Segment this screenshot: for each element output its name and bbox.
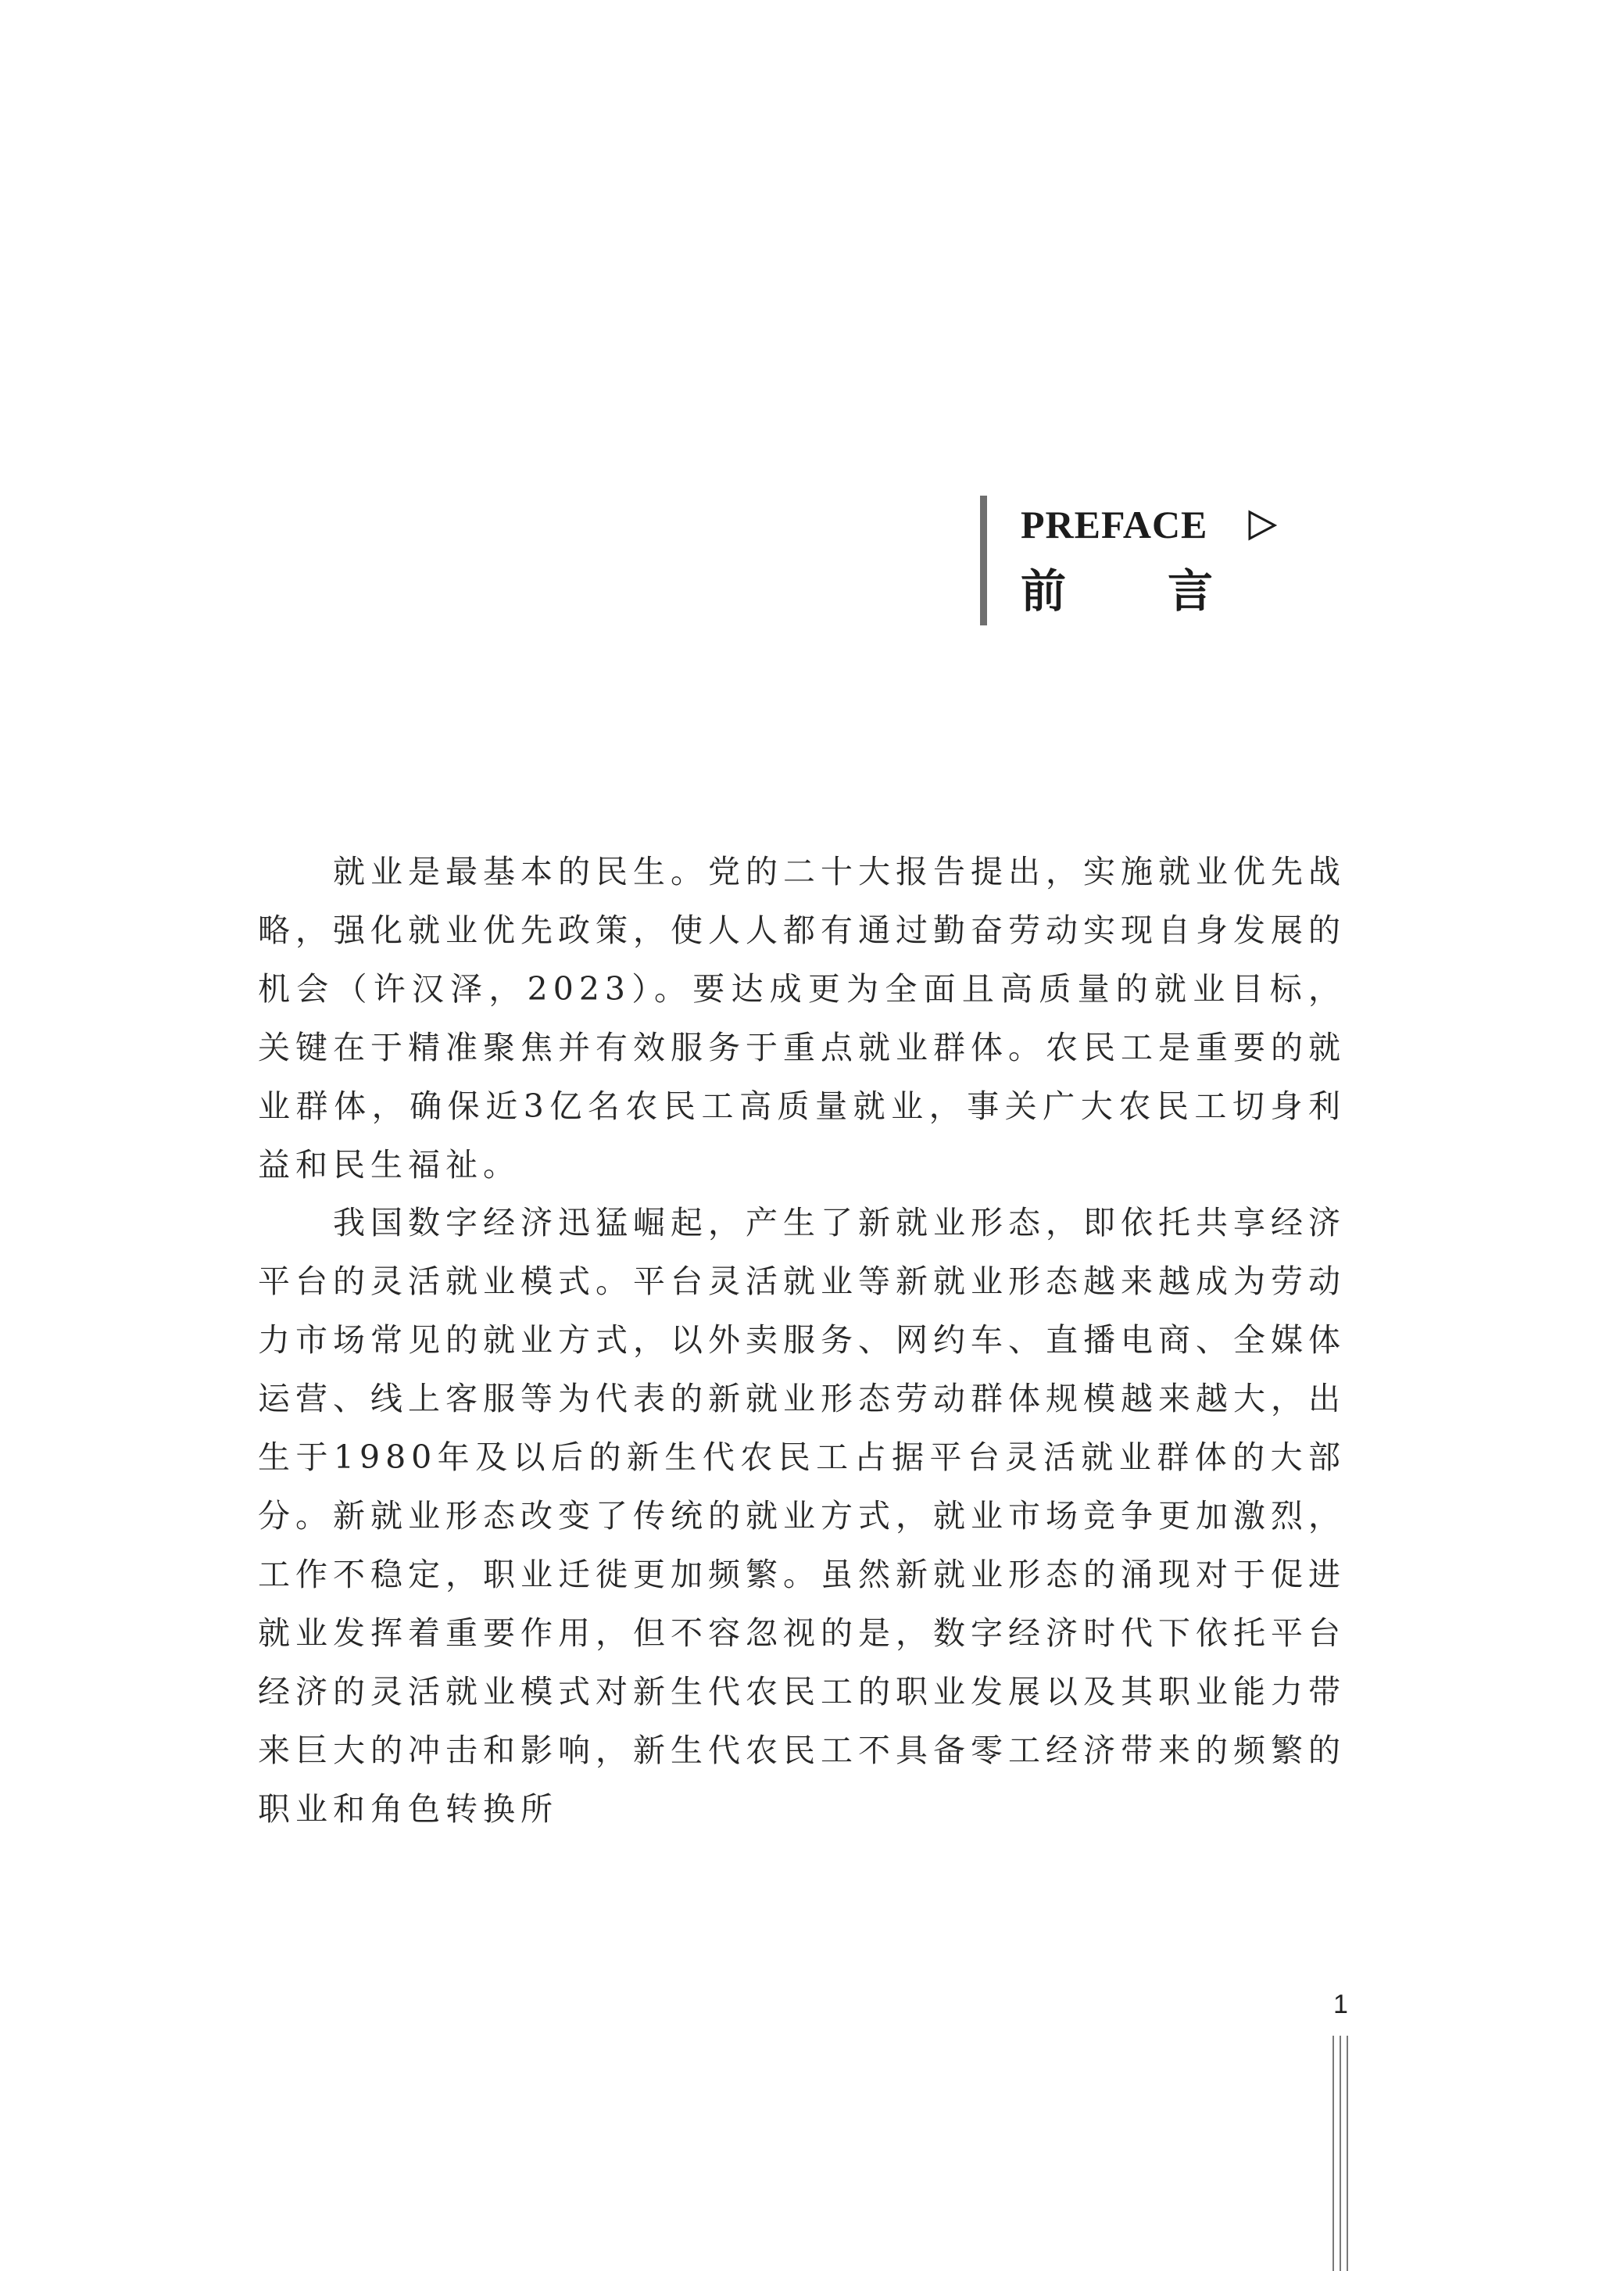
folio-lines — [1329, 2036, 1352, 2271]
body-text — [258, 843, 1346, 1838]
page-number: 1 — [1333, 1990, 1348, 2019]
heading-bar — [980, 496, 987, 625]
triangle-right-outline-icon — [1247, 510, 1277, 541]
paragraph: 就业是最基本的民生。党的二十大报告提出，实施就业优先战略，强化就业优先政策，使人人都有通过勤奋劳动实现自身发展的机会（许汉泽，2023）。要达成更为全面且高质量的就业目标，关键在于精准聚焦并有效服务于重点就业群体。农民工是重要的就业群体，确保近3亿名农民工高质量就业，事关广大农民工切身利益和民生福祉。 — [258, 853, 1346, 1184]
paragraph: 我国数字经济迅猛崛起，产生了新就业形态，即依托共享经济平台的灵活就业模式。平台灵活就业等新就业形态越来越成为劳动力市场常见的就业方式，以外卖服务、网约车、直播电商、全媒体运营、线上客服等为代表的新就业形态劳动群体规模越来越大，出生于1980年及以后的新生代农民工占据平台灵活就业群体的大部分。新就业形态改变了传统的就业方式，就业市场竞争更加激烈，工作不稳定，职业迁徙更加频繁。虽然新就业形态的涌现对于促进就业发挥着重要作用，但不容忽视的是，数字经济时代下依托平台经济的灵活就业模式对新生代农民工的职业发展以及其职业能力带来巨大的冲击和影响，新生代农民工不具备零工经济带来的频繁的职业和角色转换所 — [258, 1204, 1346, 1828]
page-title: 前言 — [1021, 564, 1315, 618]
heading-english: PREFACE — [1021, 503, 1208, 546]
